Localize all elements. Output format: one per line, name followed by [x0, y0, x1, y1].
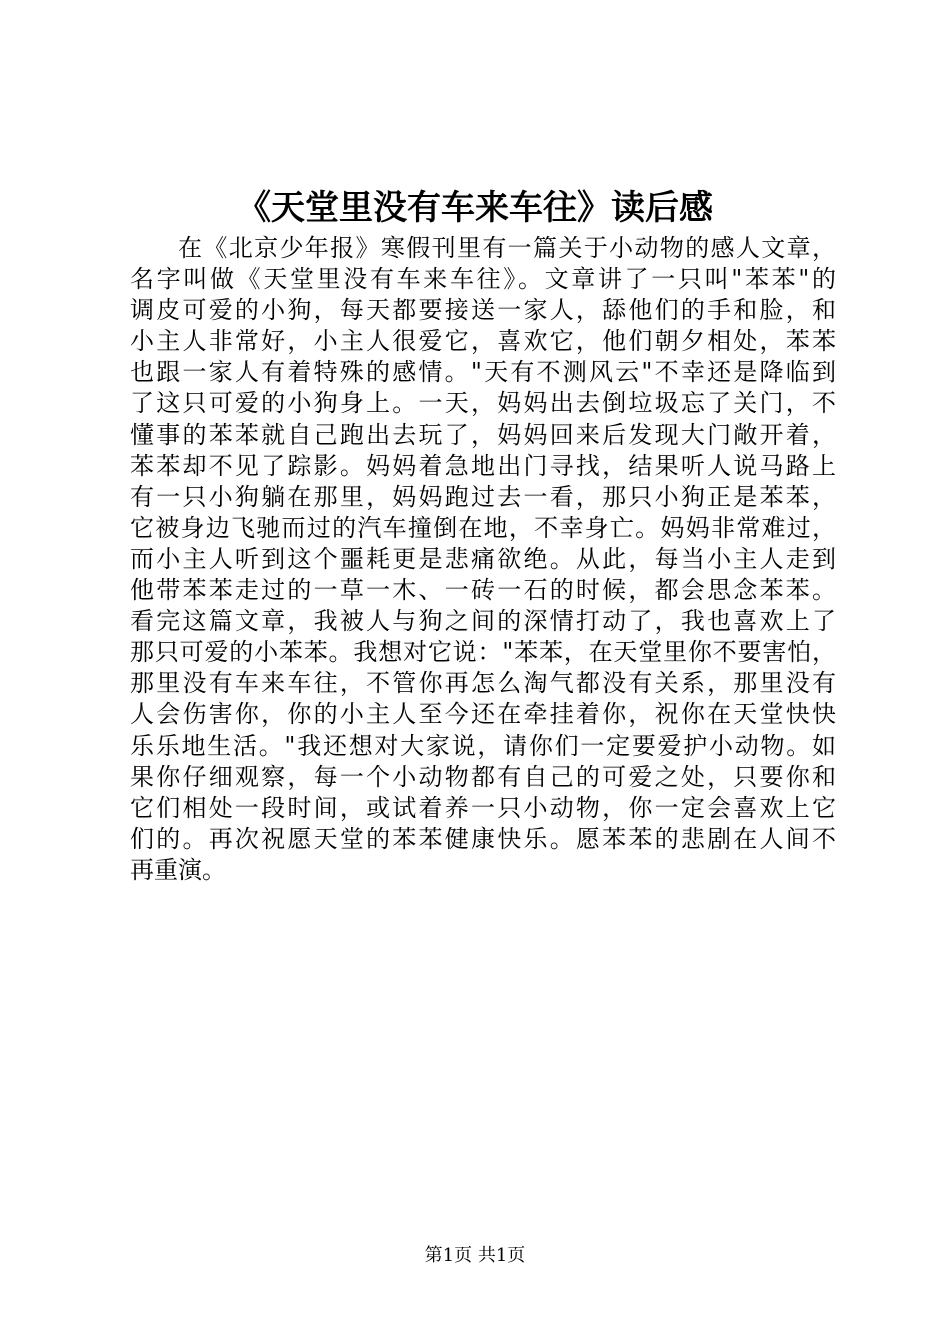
body-line: 它被身边飞驰而过的汽车撞倒在地，不幸身亡。妈妈非常难过， — [130, 513, 836, 542]
body-line: 小主人非常好，小主人很爱它，喜欢它，他们朝夕相处，苯苯 — [130, 327, 836, 356]
body-line: 懂事的苯苯就自己跑出去玩了，妈妈回来后发现大门敞开着， — [130, 420, 836, 449]
document-body — [130, 233, 836, 886]
body-line: 了这只可爱的小狗身上。一天，妈妈出去倒垃圾忘了关门，不 — [130, 389, 836, 418]
body-line: 苯苯却不见了踪影。妈妈着急地出门寻找，结果听人说马路上 — [130, 451, 836, 480]
body-line: 那里没有车来车往，不管你再怎么淘气都没有关系，那里没有 — [130, 669, 836, 698]
body-line: 调皮可爱的小狗，每天都要接送一家人，舔他们的手和脸，和 — [130, 296, 836, 325]
body-line: 名字叫做《天堂里没有车来车往》。文章讲了一只叫"苯苯"的 — [130, 265, 836, 294]
body-line: 那只可爱的小苯苯。我想对它说："苯苯，在天堂里你不要害怕， — [130, 638, 836, 667]
body-line: 乐乐地生活。"我还想对大家说，请你们一定要爱护小动物。如 — [130, 731, 836, 760]
page-footer: 第1页 共1页 — [424, 1245, 526, 1266]
body-line: 人会伤害你，你的小主人至今还在牵挂着你，祝你在天堂快快 — [130, 700, 836, 729]
body-line: 有一只小狗躺在那里，妈妈跑过去一看，那只小狗正是苯苯， — [130, 482, 836, 511]
body-line: 也跟一家人有着特殊的感情。"天有不测风云"不幸还是降临到 — [130, 358, 836, 387]
body-line: 而小主人听到这个噩耗更是悲痛欲绝。从此，每当小主人走到 — [130, 544, 836, 573]
body-line: 果你仔细观察，每一个小动物都有自己的可爱之处，只要你和 — [130, 762, 836, 791]
body-line: 在《北京少年报》寒假刊里有一篇关于小动物的感人文章， — [178, 234, 836, 262]
body-line: 再重演。 — [130, 855, 226, 884]
body-line: 它们相处一段时间，或试着养一只小动物，你一定会喜欢上它 — [130, 793, 836, 822]
body-line: 们的。再次祝愿天堂的苯苯健康快乐。愿苯苯的悲剧在人间不 — [130, 824, 836, 853]
document-title: 《天堂里没有车来车往》读后感 — [237, 188, 713, 228]
body-line: 看完这篇文章，我被人与狗之间的深情打动了，我也喜欢上了 — [130, 607, 836, 636]
body-line: 他带苯苯走过的一草一木、一砖一石的时候，都会思念苯苯。 — [130, 576, 836, 605]
